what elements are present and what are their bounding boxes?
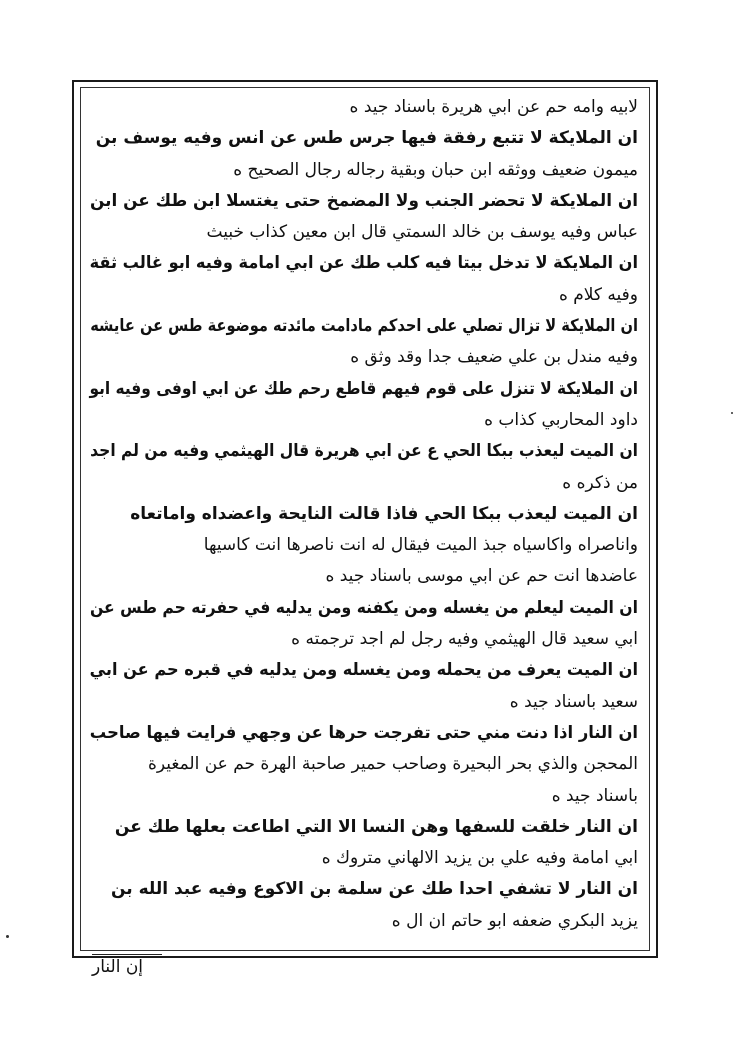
- catchword: إن النار: [92, 954, 162, 977]
- text-line: ابي سعيد قال الهيثمي وفيه رجل لم اجد ترجمته ه: [291, 629, 638, 650]
- manuscript-text: [90, 92, 638, 937]
- text-line: ميمون ضعيف ووثقه ابن حبان وبقية رجاله رجال الصحيح ه: [233, 159, 638, 180]
- text-line: ان الملايكة لا تزال تصلي على احدكم مادامت مائدته موضوعة طس عن عايشه: [90, 316, 638, 337]
- text-line: يزيد البكري ضعفه ابو حاتم ان ال ه: [391, 910, 638, 931]
- text-line: ان الملايكة لا تدخل بيتا فيه كلب طك عن ابي امامة وفيه ابو غالب ثقة: [89, 253, 639, 274]
- text-line: عاضدها انت حم عن ابي موسى باسناد جيد ه: [325, 566, 638, 587]
- text-line: ان الميت ليعلم من يغسله ومن يكفنه ومن يدليه في حفرته حم طس عن: [89, 597, 639, 618]
- text-line: ان الملايكة لا تتبع رفقة فيها جرس طس عن انس وفيه يوسف بن: [95, 128, 638, 149]
- text-line: ان الميت ليعذب ببكا الحي ع عن ابي هريرة قال الهيثمي وفيه من لم اجد: [90, 441, 638, 462]
- scan-speck: [6, 935, 9, 938]
- text-line: وفيه كلام ه: [558, 284, 638, 305]
- text-line: ان النار لا تشفي احدا طك عن سلمة بن الاكوع وفيه عبد الله بن: [111, 879, 638, 900]
- scan-speck: [731, 412, 733, 414]
- text-line: لابيه وامه حم عن ابي هريرة باسناد جيد ه: [349, 97, 638, 117]
- text-line: واناصراه واكاسياه جبذ الميت فيقال له انت ناصرها انت كاسيها: [203, 535, 638, 556]
- text-line: داود المحاربي كذاب ه: [484, 409, 638, 430]
- text-line: ان الميت يعرف من يحمله ومن يغسله ومن يدليه في قبره حم عن ابي: [89, 660, 638, 681]
- text-line: المحجن والذي بحر البحيرة وصاحب حمير صاحبة الهرة حم عن المغيرة: [147, 754, 638, 775]
- text-line: سعيد باسناد جيد ه: [509, 691, 638, 712]
- text-line: باسناد جيد ه: [551, 785, 638, 806]
- text-line: ان الميت ليعذب ببكا الحي فاذا قالت النايحة واعضداه واماتعاه: [130, 503, 638, 524]
- text-line: ان النار اذا دنت مني حتى تفرجت حرها عن وجهي فرايت فيها صاحب: [89, 722, 638, 743]
- text-line: ابي امامة وفيه علي بن يزيد الالهاني متروك ه: [321, 848, 638, 869]
- text-line: من ذكره ه: [562, 472, 638, 493]
- text-line: وفيه مندل بن علي ضعيف جدا وقد وثق ه: [350, 347, 638, 368]
- text-line: ان النار خلقت للسفها وهن النسا الا التي اطاعت بعلها طك عن: [114, 816, 638, 837]
- text-line: ان الملايكة لا تحضر الجنب ولا المضمخ حتى يغتسلا ابن طك عن ابن: [89, 190, 639, 211]
- text-line: ان الملايكة لا تنزل على قوم فيهم قاطع رحم طك عن ابي اوفى وفيه ابو: [89, 378, 638, 399]
- text-line: عباس وفيه يوسف بن خالد السمتي قال ابن معين كذاب خبيث: [206, 222, 638, 243]
